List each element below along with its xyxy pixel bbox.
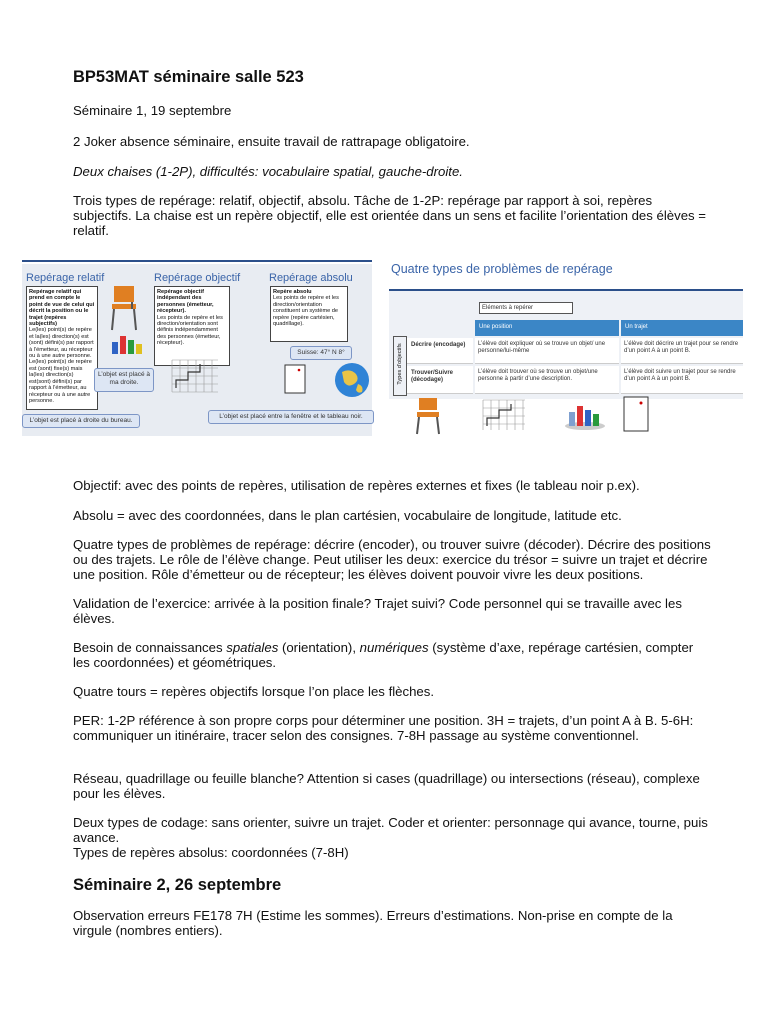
panel-absolu-bold: Repère absolu <box>273 289 312 295</box>
globe-icon <box>332 360 372 400</box>
callout-droite: L’objet est placé à ma droite. <box>94 368 154 392</box>
title-relatif: Repérage relatif <box>26 272 105 284</box>
side-label-box <box>393 336 407 396</box>
callout-fenetre: L’objet est placé entre la fenêtre et le tableau noir. <box>208 410 374 424</box>
blocks-icon <box>110 332 154 358</box>
paragraph: Objectif: avec des points de repères, utilisation de repères externes et fixes (le tableau noir p.ex). <box>73 478 640 493</box>
section-title: Séminaire 2, 26 septembre <box>73 876 282 894</box>
page-title: BP53MAT séminaire salle 523 <box>73 68 304 86</box>
row-trouver-head: Trouver/Suivre (décodage) <box>407 366 473 394</box>
paragraph: Réseau, quadrillage ou feuille blanche? Attention si cases (quadrillage) ou intersections (réseau), complexe pour les élèves. <box>73 771 700 801</box>
chair-icon <box>413 396 443 436</box>
panel-relatif-bold: Repérage relatif qui prend en compte le point de vue de celui qui décrit la position ou le trajet (repères subjectifs) <box>29 289 95 328</box>
row-decrire-trajet: L’élève doit décrire un trajet pour se rendre d’un point A à un point B. <box>621 338 743 364</box>
panel-objectif-bold: Repérage objectif indépendant des personnes (émetteur, récepteur). <box>157 289 214 315</box>
paragraph: Quatre types de problèmes de repérage: décrire (encoder), ou trouver suivre (décoder). Décrire des positions ou des trajets. Le rôle de l’élève change. Peut utiliser les deux: exercice du trésor = suivre un trajet et décrire une position. Rôle d’émetteur ou de récepteur; les élèves doivent pouvoir vivre les deux positions. <box>73 537 711 582</box>
text-run: (orientation), <box>278 640 360 655</box>
table-header-trajet: Un trajet <box>621 320 743 336</box>
text-run-italic: spatiales <box>226 640 279 655</box>
blocks-icon <box>563 402 607 432</box>
chair-icon <box>106 284 140 334</box>
grid-map-icon <box>170 358 220 394</box>
figure-title: Quatre types de problèmes de repérage <box>391 262 613 276</box>
side-label: Types d’objectifs <box>397 343 403 385</box>
table-header-elements: Eléments à repérer <box>479 302 573 314</box>
paragraph: Types de repères absolus: coordonnées (7-8H) <box>73 845 349 860</box>
title-objectif: Repérage objectif <box>154 272 241 284</box>
panel-objectif-text: Les points de repère et les direction/orientation sont définis indépendamment des personnes (émetteur, récepteur). <box>157 314 223 347</box>
card-icon <box>623 396 649 432</box>
grid-map-icon <box>481 398 527 432</box>
paragraph: Validation de l’exercice: arrivée à la position finale? Trajet suivi? Code personnel qui se travaille avec les élèves. <box>73 596 682 626</box>
callout-bureau: L’objet est placé à droite du bureau. <box>22 414 140 428</box>
paragraph: Deux chaises (1-2P), difficultés: vocabulaire spatial, gauche-droite. <box>73 164 463 179</box>
panel-objectif <box>154 286 230 366</box>
panel-absolu <box>270 286 348 342</box>
paragraph: PER: 1-2P référence à son propre corps pour déterminer une position. 3H = trajets, d’un point A à B. 5-6H: communiquer un itinéraire, tracer selon des consignes. 7-8H passage au système conventionnel. <box>73 713 694 743</box>
figure-quatre-types <box>385 258 745 438</box>
text-run: (système d’axe, repérage cartésien, compter les coordonnées) et géométriques. <box>73 640 694 670</box>
paragraph: 2 Joker absence séminaire, ensuite travail de rattrapage obligatoire. <box>73 134 470 149</box>
figure-reperage-types <box>22 258 372 436</box>
row-decrire-position: L’élève doit expliquer où se trouve un objet/ une personne/lui-même <box>475 338 619 364</box>
text-run: Besoin de connaissances <box>73 640 227 655</box>
panel-relatif-text: Le(les) point(s) de repère et la(les) direction(s) est (sont) défini(s) par rapport à l’émetteur, au récepteur ou à une autre personne. Le(les) point(s) de repère est (sont) fixe(s) mais la(les) direction(s) est(sont) défini(s) par rapport à l’émetteur, au récepteur ou à une autre personne. <box>29 327 94 404</box>
title-absolu: Repérage absolu <box>269 272 353 284</box>
divider <box>22 260 372 262</box>
paragraph: Observation erreurs FE178 7H (Estime les sommes). Erreurs d’estimations. Non-prise en compte de la virgule (nombres entiers). <box>73 908 673 938</box>
text-run-italic: numériques <box>359 640 429 655</box>
paragraph: Séminaire 1, 19 septembre <box>73 103 232 118</box>
paragraph: Quatre tours = repères objectifs lorsque l’on place les flèches. <box>73 684 435 699</box>
paragraph: Deux types de codage: sans orienter, suivre un trajet. Coder et orienter: personnage qui avance, tourne, puis avance. <box>73 815 708 845</box>
row-decrire-head: Décrire (encodage) <box>407 338 473 364</box>
table-header-position: Une position <box>475 320 619 336</box>
row-trouver-trajet: L’élève doit suivre un trajet pour se rendre d’un point A à un point B. <box>621 366 743 394</box>
paragraph <box>73 640 713 670</box>
card-icon <box>284 364 306 394</box>
row-trouver-position: L’élève doit trouver où se trouve un objet/une personne à partir d’une description. <box>475 366 619 394</box>
callout-suisse: Suisse: 47° N 8° <box>290 346 352 360</box>
panel-absolu-text: Les points de repère et les direction/orientation constituent un système de repère (repère cartésien, quadrillage). <box>273 295 339 328</box>
paragraph: Trois types de repérage: relatif, objectif, absolu. Tâche de 1-2P: repérage par rapport à soi, repères subjectifs. La chaise est un repère objectif, elle est orientée dans un sens et facilite l’orientation des élèves = relatif. <box>73 193 707 238</box>
paragraph: Absolu = avec des coordonnées, dans le plan cartésien, vocabulaire de longitude, latitude etc. <box>73 508 622 523</box>
panel-relatif <box>26 286 98 410</box>
